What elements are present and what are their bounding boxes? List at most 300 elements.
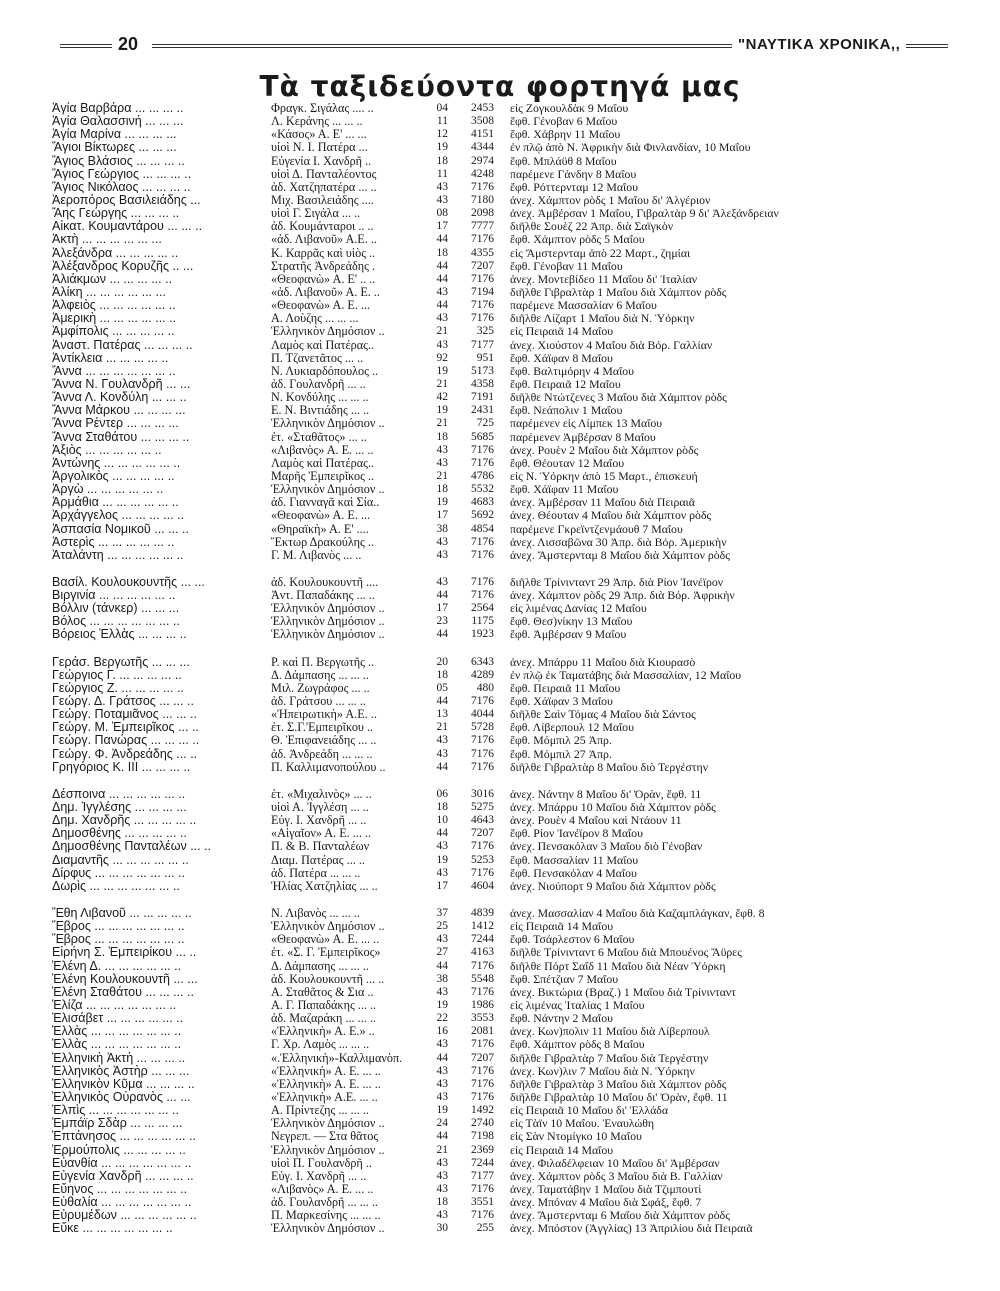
table-row bbox=[52, 378, 952, 391]
owner: Λ. Κεράνης ... ... .. bbox=[271, 115, 363, 129]
owner: ἀδ. Γιανναγᾶ καὶ Σία.. bbox=[271, 496, 380, 510]
status: ἔφθ. Μασσαλίαν 11 Μαΐου bbox=[510, 853, 639, 867]
table-row bbox=[52, 920, 952, 933]
tonnage: 4786 bbox=[471, 469, 494, 482]
owner: υἱοὶ Ν. Ι. Πατέρα ... bbox=[271, 141, 368, 155]
ship-name: Γεώργ. Φ. Ἀνδρεάδης ... .. bbox=[52, 747, 198, 761]
year: 43 bbox=[436, 1169, 448, 1182]
status: ἔφθ. Θεσ)νίκην 13 Μαΐου bbox=[510, 615, 633, 629]
tonnage: 1923 bbox=[471, 628, 494, 641]
owner: ἀδ. Μαζαράκη ... ... .. bbox=[271, 1012, 376, 1026]
tonnage: 4289 bbox=[471, 668, 494, 681]
ship-table bbox=[52, 102, 952, 1236]
ship-name: Εὐανθία ... ... ... ... ... ... .. bbox=[52, 1156, 192, 1170]
table-row bbox=[52, 496, 952, 509]
status: ἔφθ. Πειραιᾶ 12 Μαΐου bbox=[510, 377, 621, 391]
status: διῆλθε Ντώτζενες 3 Μαΐου διὰ Χάμπτον ρὸδς bbox=[510, 391, 727, 405]
owner: «Κάσος» Α. Ε' ... ... bbox=[271, 128, 367, 142]
status: ἔφθ. Ρόττερνταμ 12 Μαΐου bbox=[510, 180, 638, 194]
year: 13 bbox=[436, 708, 448, 721]
owner: «Ἑλληνικὴ» Α. Ε. ... .. bbox=[271, 1064, 381, 1078]
ship-name: Ἑρμούπολις ... ... ... ... .. bbox=[52, 1143, 186, 1157]
year: 44 bbox=[436, 299, 448, 312]
table-row bbox=[52, 589, 952, 602]
tonnage: 5532 bbox=[471, 483, 494, 496]
status: ἀνεχ. Φιλαδέλφειαν 10 Μαΐου δι' Ἀμβέρσαν bbox=[510, 1156, 720, 1170]
status: ἀνεχ. Βικτώρια (Βραζ.) 1 Μαΐου διὰ Τρίνινταντ bbox=[510, 985, 736, 999]
year: 43 bbox=[436, 180, 448, 193]
tonnage: 4683 bbox=[471, 496, 494, 509]
table-row bbox=[52, 801, 952, 814]
owner: Π. & Β. Πανταλέων bbox=[271, 840, 370, 854]
table-row bbox=[52, 1025, 952, 1038]
ship-name: Ἑλίζα ... ... ... ... ... ... .. bbox=[52, 999, 177, 1012]
owner: Ἑλληνικὸν Δημόσιον .. bbox=[271, 483, 385, 497]
owner: Ἑλληνικὸν Δημόσιον .. bbox=[271, 920, 385, 934]
year: 19 bbox=[436, 404, 448, 417]
year: 18 bbox=[436, 154, 448, 167]
ship-name: Ἀρμάθια ... ... ... ... ... .. bbox=[52, 496, 179, 510]
tonnage: 7244 bbox=[471, 1156, 494, 1169]
owner: ἐτ. «Σταθᾶτος» ... .. bbox=[271, 430, 367, 444]
year: 44 bbox=[436, 760, 448, 773]
year: 44 bbox=[436, 259, 448, 272]
ship-name: Ἐλπὶς ... ... ... ... ... ... .. bbox=[52, 1104, 180, 1118]
status: ἔφθ. Ρίον Ἰανέϊρον 8 Μαΐου bbox=[510, 827, 643, 841]
year: 19 bbox=[436, 1104, 448, 1117]
tonnage: 4163 bbox=[471, 946, 494, 959]
table-row bbox=[52, 761, 952, 774]
tonnage: 4839 bbox=[471, 907, 494, 920]
table-row bbox=[52, 273, 952, 286]
ship-name: Βόλος ... ... ... ... ... ... .. bbox=[52, 615, 180, 629]
year: 44 bbox=[436, 233, 448, 246]
status: ἀνεχ. Χιούστον 4 Μαΐου διὰ Βόρ. Γαλλίαν bbox=[510, 338, 713, 352]
status: ἔφθ. Σπέτζιαν 7 Μαΐου bbox=[510, 972, 619, 986]
status: ἀνεχ. Ρουὲν 2 Μαΐου διὰ Χάμπτον ρὸδς bbox=[510, 443, 699, 457]
year: 43 bbox=[436, 1077, 448, 1090]
table-row bbox=[52, 695, 952, 708]
year: 25 bbox=[436, 920, 448, 933]
ship-name: Ἑλλὰς ... ... ... ... ... ... .. bbox=[52, 1038, 182, 1052]
tonnage: 3508 bbox=[471, 115, 494, 128]
status: ἔφθ. Μπλάϋθ 8 Μαΐου bbox=[510, 154, 617, 168]
owner: Π. Μαρκεσίνης ... ... .. bbox=[271, 1209, 381, 1223]
table-row bbox=[52, 854, 952, 867]
tonnage: 7194 bbox=[471, 285, 494, 298]
table-row bbox=[52, 1091, 952, 1104]
year: 19 bbox=[436, 141, 448, 154]
table-row bbox=[52, 509, 952, 522]
ship-name: Ἑλληνικὸς Οὐρανὸς ... ... bbox=[52, 1090, 191, 1104]
table-row bbox=[52, 1170, 952, 1183]
status: ἔφθ. Λίβερπουλ 12 Μαΐου bbox=[510, 721, 634, 735]
tonnage: 6343 bbox=[471, 655, 494, 668]
year: 30 bbox=[436, 1222, 448, 1235]
ship-name: Ἅγιος Νικόλαος ... ... ... .. bbox=[52, 180, 191, 194]
table-row bbox=[52, 168, 952, 181]
year: 43 bbox=[436, 1038, 448, 1051]
tonnage: 7176 bbox=[471, 840, 494, 853]
status: ἀνεχ. Ἀμβέρσαν 1 Μαΐου, Γιβραλτὰρ 9 δι' Ἀλεξάνδρειαν bbox=[510, 207, 779, 221]
tonnage: 5173 bbox=[471, 364, 494, 377]
table-row bbox=[52, 365, 952, 378]
ship-name: Ἑλληνικὸς Ἀστὴρ ... ... ... bbox=[52, 1064, 190, 1078]
table-row bbox=[52, 1078, 952, 1091]
status: ἀνεχ. Θέουταν 4 Μαΐου διὰ Χάμπτον ρὸδς bbox=[510, 509, 712, 523]
tonnage: 5275 bbox=[471, 801, 494, 814]
tonnage: 7176 bbox=[471, 985, 494, 998]
tonnage: 7176 bbox=[471, 233, 494, 246]
year: 43 bbox=[436, 1156, 448, 1169]
year: 08 bbox=[436, 207, 448, 220]
status: διῆλθε Πόρτ Σαΐδ 11 Μαΐου διὰ Νέαν Ὑόρκη bbox=[510, 959, 726, 973]
tonnage: 4151 bbox=[471, 128, 494, 141]
owner: Νεγρεπ. — Στα θᾶτος bbox=[271, 1130, 379, 1144]
tonnage: 7176 bbox=[471, 1038, 494, 1051]
table-row bbox=[52, 669, 952, 682]
owner: Μιχ. Βασιλειάδης .... bbox=[271, 193, 374, 207]
table-row bbox=[52, 867, 952, 880]
ship-name: Εὔηνος ... ... ... ... ... ... .. bbox=[52, 1182, 188, 1196]
ship-name: Ἑλένη Σταθάτου ... ... ... .. bbox=[52, 985, 194, 999]
ship-name: Ἐλισάβετ ... ... ... ... ... .. bbox=[52, 1012, 184, 1026]
year: 18 bbox=[436, 483, 448, 496]
tonnage: 7176 bbox=[471, 548, 494, 561]
tonnage: 2974 bbox=[471, 154, 494, 167]
year: 43 bbox=[436, 1182, 448, 1195]
status: διῆλθε Γιβραλτὰρ 10 Μαΐου δι' Ὀρὰν, ἔφθ. 11 bbox=[510, 1090, 728, 1104]
tonnage: 1492 bbox=[471, 1104, 494, 1117]
status: εἰς Ν. Ὑόρκην ἀπὸ 15 Μαρτ., ἐπισκευή bbox=[510, 469, 698, 483]
owner: Π. Καλλιμανοπούλου .. bbox=[271, 760, 386, 774]
table-row bbox=[52, 1052, 952, 1065]
table-row bbox=[52, 523, 952, 536]
status: ἐν πλῷ ἀπὸ Ν. Ἀφρικὴν διὰ Φινλανδίαν, 10 Μαΐου bbox=[510, 141, 751, 155]
year: 44 bbox=[436, 959, 448, 972]
ship-name: Ἄννα ... ... ... ... ... ... .. bbox=[52, 364, 176, 378]
year: 19 bbox=[436, 853, 448, 866]
status: ἔφθ. Τσάρλεστον 6 Μαΐου bbox=[510, 933, 635, 947]
year: 43 bbox=[436, 193, 448, 206]
year: 44 bbox=[436, 827, 448, 840]
tonnage: 480 bbox=[476, 681, 494, 694]
status: παρέμενε Μασσαλίαν 6 Μαΐου bbox=[510, 299, 657, 313]
table-row bbox=[52, 1104, 952, 1117]
year: 11 bbox=[436, 115, 448, 128]
owner: «.Ἑλληνικὴ»-Καλλιμανὸπ. bbox=[271, 1051, 403, 1065]
status: εἰς Σὰν Ντομίγκο 10 Μαΐου bbox=[510, 1130, 642, 1144]
ship-name: Εὐρυμέδων ... ... ... ... ... .. bbox=[52, 1209, 197, 1223]
tonnage: 7176 bbox=[471, 1209, 494, 1222]
year: 18 bbox=[436, 801, 448, 814]
table-row bbox=[52, 880, 952, 893]
status: ἔφθ. Χάμπτον ρὸδς 5 Μαΐου bbox=[510, 233, 645, 247]
year: 43 bbox=[436, 312, 448, 325]
ship-name: Ἁγία Θαλασσινή ... ... ... bbox=[52, 115, 184, 129]
status: ἀνεχ. Χάμπτον ρὸδς 29 Ἀπρ. διὰ Βόρ. Ἀφρικὴν bbox=[510, 589, 735, 603]
table-row bbox=[52, 973, 952, 986]
year: 43 bbox=[436, 575, 448, 588]
tonnage: 7244 bbox=[471, 933, 494, 946]
status: ἔφθ. Γένοβαν 11 Μαΐου bbox=[510, 259, 623, 273]
year: 18 bbox=[436, 668, 448, 681]
tonnage: 2369 bbox=[471, 1143, 494, 1156]
ship-name: Δημοσθένης Πανταλέων ... .. bbox=[52, 840, 212, 854]
ship-name: Ἄννα Ρέντερ ... ... ... ... bbox=[52, 417, 179, 431]
owner: «Ἑλληνικὴ» Α.Ε. ... .. bbox=[271, 1090, 378, 1104]
owner: Ἑλληνικὸν Δημόσιον .. bbox=[271, 602, 385, 616]
owner: ἐτ. «Μιχαλινὸς» ... .. bbox=[271, 787, 372, 801]
ship-name: Γεώργιος Ζ. ... ... ... ... .. bbox=[52, 681, 184, 695]
ship-name: Δημοσθένης ... ... ... ... .. bbox=[52, 827, 187, 841]
year: 43 bbox=[436, 985, 448, 998]
ship-name: Ἄννα Λ. Κονδύλη ... ... .. bbox=[52, 391, 187, 405]
owner: Λαμὸς καὶ Πατέρας.. bbox=[271, 338, 375, 352]
table-row bbox=[52, 115, 952, 128]
group-spacer bbox=[52, 642, 952, 656]
ship-name: Ἀστερὶς ... ... ... ... ... .. bbox=[52, 535, 175, 549]
owner: Π. Τζανετᾶτος ... .. bbox=[271, 351, 364, 365]
owner: Ἑλληνικὸν Δημόσιον .. bbox=[271, 325, 385, 339]
owner: ἀδ. Κουμάνταροι .. .. bbox=[271, 220, 374, 234]
table-row bbox=[52, 814, 952, 827]
owner: Κ. Καρρᾶς καὶ υἱὸς .. bbox=[271, 246, 376, 260]
tonnage: 7207 bbox=[471, 259, 494, 272]
owner: Διαμ. Πατέρας ... .. bbox=[271, 853, 365, 867]
ship-name: Γεώργ. Ποταμιᾶνος ... ... .. bbox=[52, 708, 197, 722]
ship-name: Ἀεροπόρος Βασιλειάδης ... bbox=[52, 193, 201, 207]
owner: Μαρῆς Ἐμπειρῖκος .. bbox=[271, 469, 375, 483]
ship-name: Ἀργολικὸς ... ... ... ... .. bbox=[52, 469, 175, 483]
owner: Στρατῆς Ἀνδρεάδης . bbox=[271, 259, 376, 273]
tonnage: 7176 bbox=[471, 959, 494, 972]
status: παρέμενεν Ἀμβέρσαν 8 Μαΐου bbox=[510, 430, 656, 444]
table-row bbox=[52, 999, 952, 1012]
year: 43 bbox=[436, 866, 448, 879]
ship-name: Ἁγία Μαρίνα ... ... ... ... bbox=[52, 128, 177, 142]
table-row bbox=[52, 220, 952, 233]
tonnage: 1986 bbox=[471, 999, 494, 1011]
status: ἀνεχ. Ἄμστερνταμ 6 Μαΐου διὰ Χάμπτον ρὸδς bbox=[510, 1209, 730, 1223]
year: 43 bbox=[436, 734, 448, 747]
year: 43 bbox=[436, 535, 448, 548]
status: εἰς Πειραιᾶ 14 Μαΐου bbox=[510, 920, 614, 934]
status: διῆλθε Γιβραλτὰρ 7 Μαΐου διὰ Τεργέστην bbox=[510, 1051, 709, 1065]
year: 18 bbox=[436, 1196, 448, 1209]
table-row bbox=[52, 207, 952, 220]
year: 10 bbox=[436, 814, 448, 827]
year: 43 bbox=[436, 338, 448, 351]
ship-name: Ἑλληνικὴ Ἀκτὴ ... ... ... .. bbox=[52, 1051, 186, 1065]
ship-name: Ἅγιοι Βίκτωρες ... ... ... bbox=[52, 141, 177, 155]
year: 22 bbox=[436, 1012, 448, 1025]
status: διῆλθε Γιβραλτὰρ 1 Μαΐου διὰ Χάμπτον ρὸδς bbox=[510, 285, 727, 299]
owner: Ν. Κονδύλης ... ... .. bbox=[271, 391, 369, 405]
tonnage: 255 bbox=[476, 1222, 494, 1235]
owner: Λαμὸς καὶ Πατέρας.. bbox=[271, 456, 375, 470]
year: 44 bbox=[436, 695, 448, 708]
year: 43 bbox=[436, 1090, 448, 1103]
table-row bbox=[52, 549, 952, 562]
owner: ἀδ. Γουλανδρῆ ... .. bbox=[271, 377, 366, 391]
status: εἰς Ἄμστερνταμ ἀπὸ 22 Μαρτ., ζημίαι bbox=[510, 246, 691, 260]
status: ἔφθ. Χάϊφαν 8 Μαΐου bbox=[510, 351, 613, 365]
status: ἔφθ. Βαλτιμόρην 4 Μαΐου bbox=[510, 364, 634, 378]
ship-name: Ἄννα Σταθάτου ... ... ... .. bbox=[52, 430, 190, 444]
tonnage: 725 bbox=[476, 417, 494, 430]
year: 38 bbox=[436, 972, 448, 985]
status: ἀνεχ. Μπόναν 4 Μαΐου διὰ Σφάξ, ἔφθ. 7 bbox=[510, 1196, 702, 1210]
year: 21 bbox=[436, 721, 448, 734]
status: παρέμενε Γάνδην 8 Μαΐου bbox=[510, 167, 637, 181]
owner: «Θηραϊκὴ» Α. Ε' .... bbox=[271, 522, 369, 536]
tonnage: 7207 bbox=[471, 1051, 494, 1064]
status: εἰς Ζογκουλδὰκ 9 Μαΐου bbox=[510, 102, 629, 115]
tonnage: 4604 bbox=[471, 879, 494, 892]
status: ἀνεχ. Μπάρρυ 11 Μαΐου διὰ Κιουρασὸ bbox=[510, 655, 696, 669]
tonnage: 1175 bbox=[471, 615, 494, 628]
year: 16 bbox=[436, 1025, 448, 1038]
table-row bbox=[52, 404, 952, 417]
table-row bbox=[52, 1065, 952, 1078]
year: 12 bbox=[436, 128, 448, 141]
tonnage: 7177 bbox=[471, 1169, 494, 1182]
running-header bbox=[60, 34, 948, 56]
ship-name: Ἑλένη Δ. ... ... ... ... ... .. bbox=[52, 959, 182, 973]
ship-name: Ἀξιὸς ... ... ... ... ... .. bbox=[52, 443, 162, 457]
owner: υἱοὶ Π. Γουλανδρῆ .. bbox=[271, 1156, 372, 1170]
ship-name: Ἀλίκη ... ... ... ... ... ... bbox=[52, 285, 166, 299]
year: 42 bbox=[436, 391, 448, 404]
year: 21 bbox=[436, 325, 448, 338]
tonnage: 7176 bbox=[471, 760, 494, 773]
table-row bbox=[52, 734, 952, 747]
year: 19 bbox=[436, 496, 448, 509]
tonnage: 7176 bbox=[471, 1090, 494, 1103]
table-row bbox=[52, 299, 952, 312]
table-row bbox=[52, 1117, 952, 1130]
year: 20 bbox=[436, 655, 448, 668]
tonnage: 7176 bbox=[471, 575, 494, 588]
ship-name: Βόρειος Ἑλλὰς ... ... ... .. bbox=[52, 628, 187, 642]
table-row bbox=[52, 1038, 952, 1051]
table-row bbox=[52, 721, 952, 734]
year: 21 bbox=[436, 377, 448, 390]
ship-name: Ἀταλάντη ... ... ... ... ... .. bbox=[52, 548, 184, 562]
table-row bbox=[52, 233, 952, 246]
ship-name: Ἀλφειὸς ... ... ... ... ... .. bbox=[52, 299, 176, 313]
table-row bbox=[52, 1012, 952, 1025]
owner: «Θεοφανὼ» Α. Ε. ... .. bbox=[271, 933, 380, 947]
ship-name: Ἀργὼ ... ... ... ... ... .. bbox=[52, 483, 164, 497]
tonnage: 7176 bbox=[471, 589, 494, 602]
status: διῆλθε Γιβραλτὰρ 3 Μαΐου διὰ Χάμπτον ρὸδς bbox=[510, 1077, 727, 1091]
tonnage: 7177 bbox=[471, 338, 494, 351]
tonnage: 7176 bbox=[471, 1064, 494, 1077]
status: ἔφθ. Πειραιᾶ 11 Μαΐου bbox=[510, 681, 621, 695]
year: 17 bbox=[436, 220, 448, 233]
owner: ἀδ. Πατέρα ... ... .. bbox=[271, 866, 361, 880]
table-row bbox=[52, 247, 952, 260]
status: διῆλθε Σουὲζ 22 Ἀπρ. διὰ Σαϊγκὸν bbox=[510, 220, 674, 234]
tonnage: 4248 bbox=[471, 167, 494, 180]
status: ἀνεχ. Ταματάβην 1 Μαΐου διὰ Τζιμπουτὶ bbox=[510, 1182, 702, 1196]
tonnage: 7207 bbox=[471, 827, 494, 840]
owner: «ἀδ. Λιβανοῦ» Α.Ε. .. bbox=[271, 233, 377, 247]
ship-name: Ἀναστ. Πατέρας ... ... ... .. bbox=[52, 338, 193, 352]
year: 24 bbox=[436, 1117, 448, 1130]
tonnage: 2740 bbox=[471, 1117, 494, 1130]
ship-name: Ἀκτὴ ... ... ... ... ... ... bbox=[52, 233, 162, 247]
table-row bbox=[52, 748, 952, 761]
owner: Φραγκ. Σιγάλας .... .. bbox=[271, 102, 374, 115]
year: 43 bbox=[436, 840, 448, 853]
table-row bbox=[52, 1144, 952, 1157]
year: 44 bbox=[436, 272, 448, 285]
table-row bbox=[52, 128, 952, 141]
ship-name: Γεράσ. Βεργωτῆς ... ... ... bbox=[52, 655, 190, 669]
tonnage: 7180 bbox=[471, 193, 494, 206]
owner: ἐτ. «Σ. Γ. Ἐμπειρῖκος» bbox=[271, 946, 381, 960]
owner: Ἑλληνικὸν Δημόσιον .. bbox=[271, 1222, 385, 1236]
ship-name: Ἀλέξανδρος Κορυζῆς .. ... bbox=[52, 259, 194, 273]
owner: ἐτ. Σ.Γ.'Εμπειρῖκου .. bbox=[271, 721, 374, 735]
status: εἰς Τὰϊν 10 Μαΐου. Ἐναυλώθη bbox=[510, 1117, 655, 1131]
table-row bbox=[52, 960, 952, 973]
ship-name: Δημ. Ἰγγλέσης ... ... ... ... bbox=[52, 801, 187, 815]
ship-name: Γρηγόριος Κ. ΙΙΙ ... ... ... .. bbox=[52, 760, 191, 774]
year: 43 bbox=[436, 443, 448, 456]
tonnage: 7176 bbox=[471, 312, 494, 325]
ship-name: Ἔθη Λιβανοῦ ... ... ... ... .. bbox=[52, 907, 192, 921]
table-row bbox=[52, 682, 952, 695]
tonnage: 7176 bbox=[471, 272, 494, 285]
group-spacer bbox=[52, 774, 952, 788]
tonnage: 951 bbox=[476, 351, 494, 364]
ship-name: Ἀσπασία Νομικοῦ ... ... .. bbox=[52, 522, 189, 536]
page-number: 20 bbox=[112, 34, 144, 55]
year: 21 bbox=[436, 417, 448, 430]
status: παρέμενε Γκρεϊντζενμάουθ 7 Μαΐου bbox=[510, 522, 683, 536]
tonnage: 4358 bbox=[471, 377, 494, 390]
table-row bbox=[52, 907, 952, 920]
tonnage: 325 bbox=[476, 325, 494, 338]
year: 06 bbox=[436, 787, 448, 800]
status: εἰς Πειραιᾶ 14 Μαΐου bbox=[510, 325, 614, 339]
owner: υἱοὶ Γ. Σιγάλα ... .. bbox=[271, 207, 361, 221]
table-row bbox=[52, 470, 952, 483]
year: 05 bbox=[436, 681, 448, 694]
table-row bbox=[52, 141, 952, 154]
ship-name: Αἰκατ. Κουμαντάρου ... ... .. bbox=[52, 220, 203, 234]
tonnage: 4643 bbox=[471, 814, 494, 827]
owner: Δ. Δάμπασης ... ... .. bbox=[271, 668, 369, 682]
tonnage: 5685 bbox=[471, 430, 494, 443]
table-row bbox=[52, 946, 952, 959]
ship-name: Ἀλεξάνδρα ... ... ... ... .. bbox=[52, 246, 179, 260]
year: 18 bbox=[436, 430, 448, 443]
owner: «Λιβανὸς» Α. Ε. ... .. bbox=[271, 443, 374, 457]
table-row bbox=[52, 391, 952, 404]
tonnage: 2453 bbox=[471, 102, 494, 114]
table-row bbox=[52, 1196, 952, 1209]
tonnage: 7176 bbox=[471, 1182, 494, 1195]
year: 43 bbox=[436, 548, 448, 561]
tonnage: 7176 bbox=[471, 734, 494, 747]
status: ἔφθ. Μόμπιλ 25 Ἀπρ. bbox=[510, 734, 612, 748]
owner: Θ. Ἐπιφανειάδης ... .. bbox=[271, 734, 377, 748]
